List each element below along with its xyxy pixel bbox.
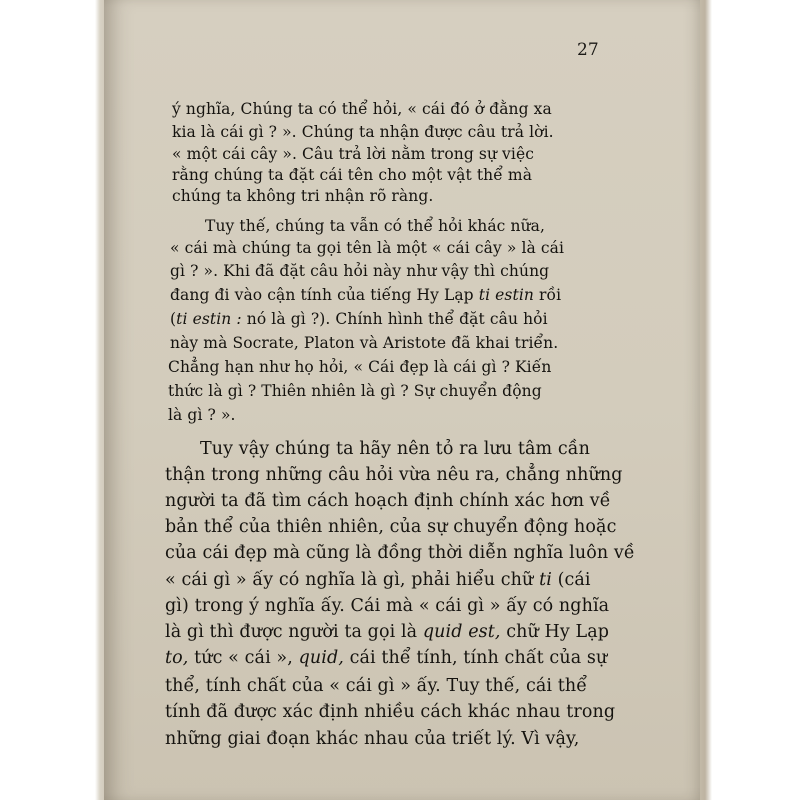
text-line	[170, 286, 561, 304]
text-run: đang đi vào cận tính của tiếng Hy Lạp	[170, 286, 479, 304]
italic-term: quid est,	[422, 622, 501, 642]
text-line: gì ? ». Khi đã đặt câu hỏi này như vậy thì chúng	[170, 262, 550, 280]
text-line: chúng ta không tri nhận rõ ràng.	[172, 187, 434, 205]
text-line	[165, 648, 607, 668]
text-run: rồi	[533, 286, 562, 304]
text-run: (	[170, 310, 177, 328]
italic-term: ti estin :	[176, 310, 242, 328]
text-line: « một cái cây ». Câu trả lời nằm trong sự việc	[172, 145, 535, 163]
text-line: gì) trong ý nghĩa ấy. Cái mà « cái gì » ấy có nghĩa	[165, 596, 610, 616]
italic-term: ti estin	[478, 286, 534, 304]
text-line: tính đã được xác định nhiều cách khác nhau trong	[165, 702, 616, 722]
text-run: là gì thì được người ta gọi là	[165, 622, 423, 642]
text-line: « cái mà chúng ta gọi tên là một « cái cây » là cái	[170, 239, 565, 257]
text-line: ý nghĩa, Chúng ta có thể hỏi, « cái đó ở đằng xa	[172, 100, 552, 118]
text-line: kia là cái gì ? ». Chúng ta nhận được câu trả lời.	[172, 123, 554, 141]
text-line: này mà Socrate, Platon và Aristote đã khai triển.	[170, 334, 559, 352]
text-line	[170, 310, 548, 328]
text-line: người ta đã tìm cách hoạch định chính xác hơn về	[165, 491, 611, 511]
text-line: những giai đoạn khác nhau của triết lý. Vì vậy,	[165, 729, 580, 749]
text-line	[165, 570, 591, 590]
text-run: tức « cái »,	[188, 648, 299, 668]
text-line	[165, 622, 609, 642]
text-run: chữ Hy Lạp	[500, 622, 610, 642]
text-line: của cái đẹp mà cũng là đồng thời diễn nghĩa luôn về	[165, 543, 635, 563]
italic-term: to,	[165, 648, 189, 668]
text-line: Chẳng hạn như họ hỏi, « Cái đẹp là cái gì ? Kiến	[168, 358, 552, 376]
text-line: là gì ? ».	[168, 406, 236, 424]
text-run: nó là gì ?). Chính hình thể đặt câu hỏi	[241, 310, 548, 328]
text-line: rằng chúng ta đặt cái tên cho một vật thể mà	[172, 166, 533, 184]
text-run: (cái	[551, 570, 591, 590]
text-line: Tuy vậy chúng ta hãy nên tỏ ra lưu tâm cần	[200, 439, 590, 459]
page-number: 27	[577, 40, 599, 60]
text-run: cái thể tính, tính chất của sự	[343, 648, 608, 668]
text-line: bản thể của thiên nhiên, của sự chuyển động hoặc	[165, 517, 617, 537]
text-line: Tuy thế, chúng ta vẫn có thể hỏi khác nữa,	[205, 217, 546, 235]
text-line: thức là gì ? Thiên nhiên là gì ? Sự chuyển động	[168, 382, 542, 400]
text-line: thận trong những câu hỏi vừa nêu ra, chẳng những	[165, 465, 623, 485]
text-line: thể, tính chất của « cái gì » ấy. Tuy thế, cái thể	[165, 676, 588, 696]
text-run: « cái gì » ấy có nghĩa là gì, phải hiểu chữ	[165, 570, 540, 590]
italic-term: ti	[539, 570, 552, 590]
italic-term: quid,	[298, 648, 344, 668]
